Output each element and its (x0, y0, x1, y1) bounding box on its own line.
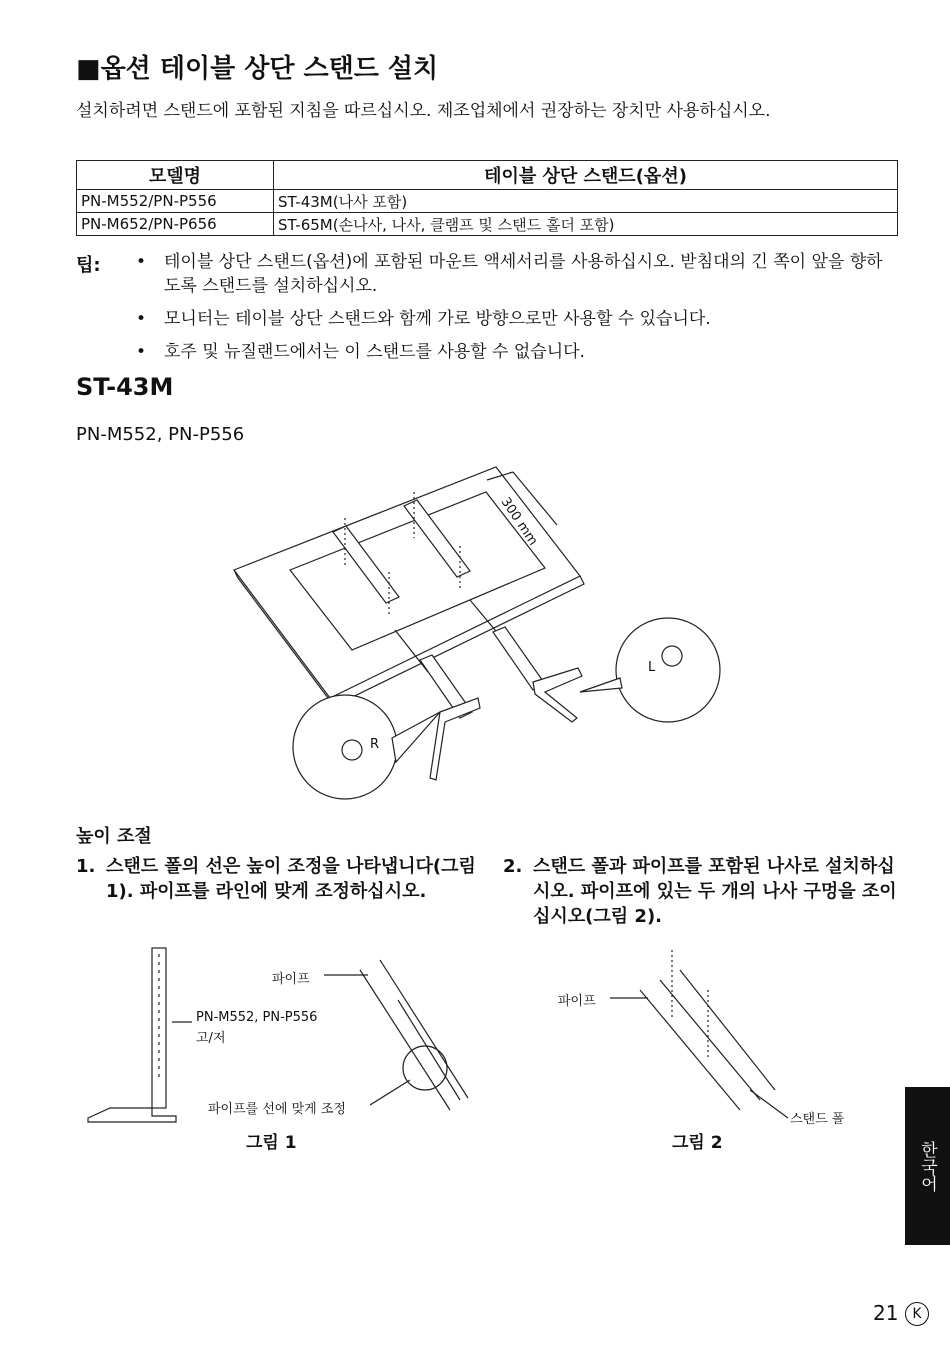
fig2-caption: 그림 2 (672, 1133, 723, 1153)
side-mark-left: L (648, 660, 656, 675)
table-header-model: 모델명 (77, 161, 274, 190)
page-title: ■옵션 테이블 상단 스탠드 설치 (76, 54, 439, 84)
tip-item (136, 250, 896, 298)
side-mark-right: R (370, 737, 380, 752)
tip-item (136, 307, 896, 331)
table-row (77, 190, 898, 213)
table-cell-model: PN-M652/PN-P656 (77, 213, 274, 236)
table-header-row (77, 161, 898, 190)
step-number: 2. (503, 856, 523, 877)
fig2-pipe-label: 파이프 (558, 994, 596, 1009)
tips-label: 팁: (76, 255, 101, 276)
bullet: • (136, 309, 147, 329)
bullet: • (136, 342, 147, 362)
table-row (77, 213, 898, 236)
fig1-hl-label: 고/저 (196, 1031, 226, 1046)
section-title: ST-43M (76, 373, 174, 401)
step-2 (503, 854, 903, 929)
step-text: 스탠드 폴의 선은 높이 조정을 나타냅니다(그림 1). 파이프를 라인에 맞게 조정하십시오. (106, 856, 476, 902)
intro-text: 설치하려면 스탠드에 포함된 지침을 따르십시오. 제조업체에서 권장하는 장치만 사용하십시오. (76, 101, 771, 121)
table-cell-stand: ST-65M(손나사, 나사, 클램프 및 스탠드 홀더 포함) (274, 213, 898, 236)
language-mark: K (905, 1302, 929, 1326)
page-number: 21 (873, 1301, 899, 1325)
fig2-pole-label: 스탠드 폴 (790, 1112, 845, 1127)
tip-text: 모니터는 테이블 상단 스탠드와 함께 가로 방향으로만 사용할 수 있습니다. (164, 309, 711, 329)
table-cell-model: PN-M552/PN-P556 (77, 190, 274, 213)
figure-2-illustration (600, 940, 900, 1140)
height-adjust-title: 높이 조절 (76, 826, 152, 847)
language-tab-label: 한국어 (917, 1140, 937, 1192)
table-header-stand: 테이블 상단 스탠드(옵션) (274, 161, 898, 190)
stand-assembly-illustration (0, 450, 950, 850)
fig1-caption: 그림 1 (246, 1133, 297, 1153)
fig1-align-label: 파이프를 선에 맞게 조정 (208, 1102, 346, 1117)
fig1-pipe-label: 파이프 (272, 972, 310, 987)
step-1 (76, 854, 476, 904)
step-text: 스탠드 폴과 파이프를 포함된 나사로 설치하십시오. 파이프에 있는 두 개의 나사 구멍을 조이십시오(그림 2). (533, 856, 897, 927)
tip-text: 호주 및 뉴질랜드에서는 이 스탠드를 사용할 수 없습니다. (164, 342, 585, 362)
tips-list (136, 250, 896, 373)
table-cell-stand: ST-43M(나사 포함) (274, 190, 898, 213)
tip-item (136, 340, 896, 364)
tip-text: 테이블 상단 스탠드(옵션)에 포함된 마운트 액세서리를 사용하십시오. 받침대의 긴 쪽이 앞을 향하도록 스탠드를 설치하십시오. (164, 252, 883, 296)
step-number: 1. (76, 856, 96, 877)
section-models: PN-M552, PN-P556 (76, 424, 245, 445)
fig1-model-label: PN-M552, PN-P556 (196, 1010, 318, 1025)
bullet: • (136, 252, 147, 272)
model-table (76, 160, 898, 236)
language-tab (905, 1087, 950, 1245)
dimension-label: 300 mm (497, 495, 541, 549)
